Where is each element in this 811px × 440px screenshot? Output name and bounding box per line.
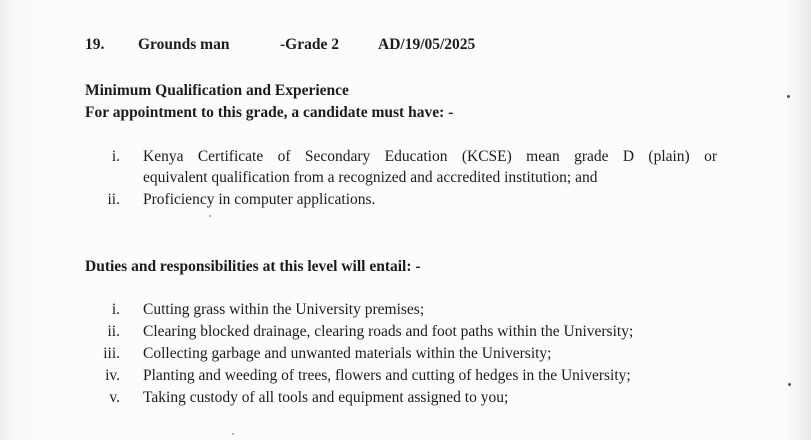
item-numeral: iv. bbox=[105, 367, 120, 384]
scan-speck bbox=[788, 383, 791, 386]
scan-speck bbox=[209, 215, 211, 217]
qualifications-heading: Minimum Qualification and Experience bbox=[85, 82, 349, 99]
item-text: Planting and weeding of trees, flowers and cutting of hedges in the University; bbox=[143, 367, 631, 384]
item-text: Collecting garbage and unwanted materials within the University; bbox=[143, 345, 552, 362]
post-reference: AD/19/05/2025 bbox=[378, 36, 476, 53]
post-number: 19. bbox=[85, 36, 105, 53]
qualifications-intro: For appointment to this grade, a candidate must have: - bbox=[85, 104, 454, 121]
item-numeral: ii. bbox=[107, 191, 120, 208]
duties-heading: Duties and responsibilities at this level will entail: - bbox=[85, 258, 421, 275]
scan-edge-shadow bbox=[787, 0, 811, 440]
item-text-line-2: equivalent qualification from a recognized and accredited institution; and bbox=[143, 169, 598, 186]
item-text: Cutting grass within the University premises; bbox=[143, 301, 425, 318]
item-text: Taking custody of all tools and equipment assigned to you; bbox=[143, 389, 509, 406]
item-numeral: i. bbox=[111, 301, 120, 318]
item-text-line-1: Kenya Certificate of Secondary Education (KCSE) mean grade D (plain) or bbox=[143, 148, 717, 165]
post-grade: -Grade 2 bbox=[280, 36, 339, 53]
item-numeral: v. bbox=[109, 389, 120, 406]
item-numeral: ii. bbox=[107, 323, 120, 340]
item-numeral: iii. bbox=[103, 345, 120, 362]
scan-speck bbox=[232, 433, 234, 435]
post-title: Grounds man bbox=[138, 36, 230, 53]
item-text: Clearing blocked drainage, clearing roads and foot paths within the University; bbox=[143, 323, 634, 340]
scan-speck bbox=[787, 95, 790, 98]
item-text: Proficiency in computer applications. bbox=[143, 191, 376, 208]
item-numeral: i. bbox=[111, 148, 120, 165]
